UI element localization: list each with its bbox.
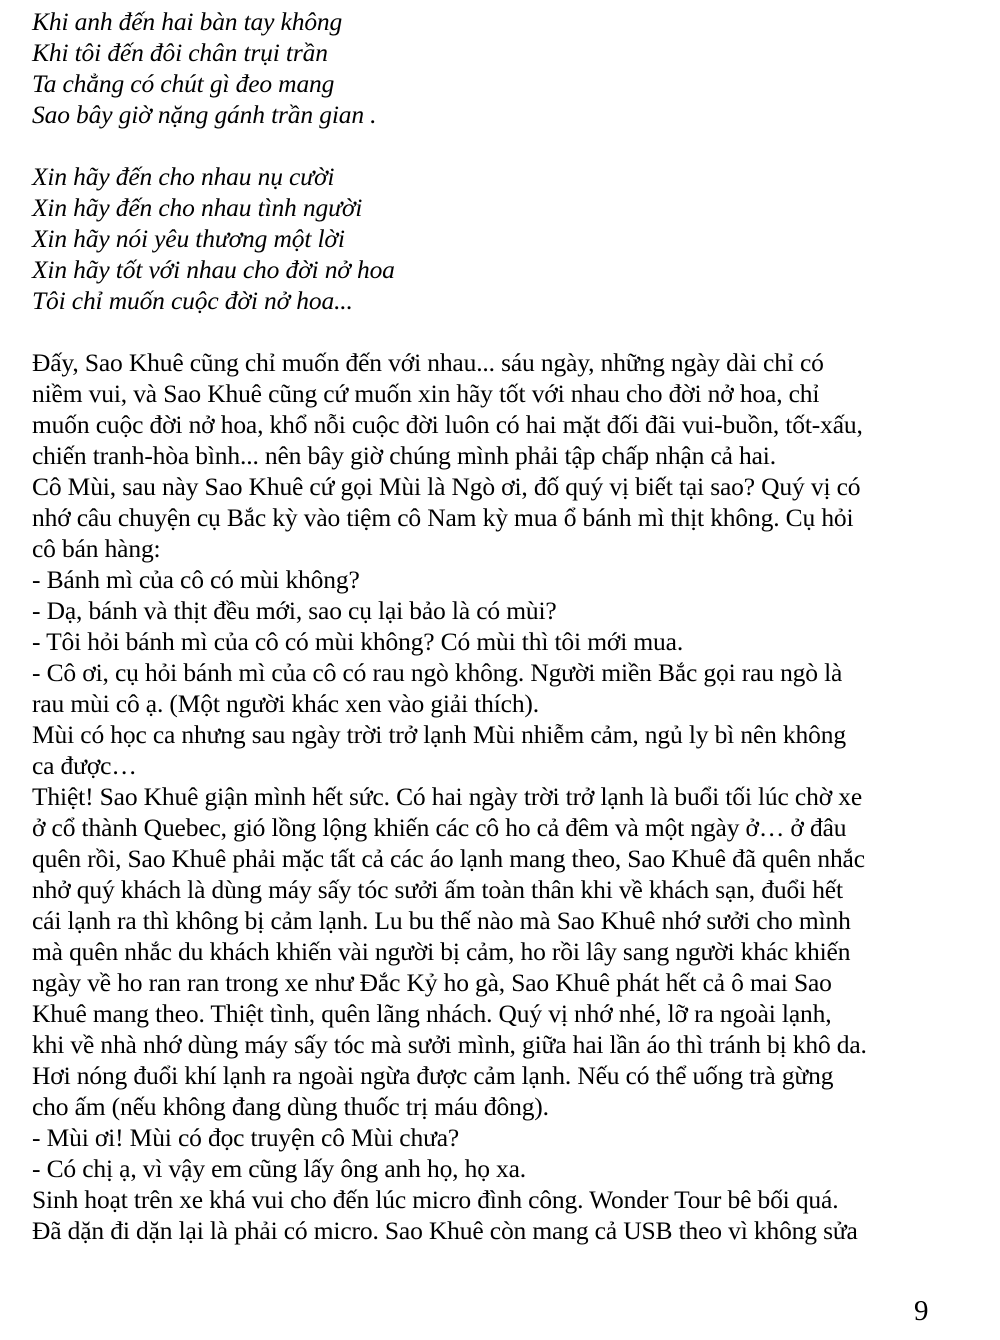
page-content [32,6,947,1246]
section-gap [32,316,947,347]
poem [32,6,947,316]
prose-line: Sinh hoạt trên xe khá vui cho đến lúc micro đình công. Wonder Tour bê bối quá. [32,1185,839,1214]
poem-line: Xin hãy đến cho nhau tình người [32,193,363,222]
prose-line: ca được… [32,751,137,780]
prose-line: Thiệt! Sao Khuê giận mình hết sức. Có hai ngày trời trở lạnh là buổi tối lúc chờ xe [32,782,863,811]
prose-line: Hơi nóng đuổi khí lạnh ra ngoài ngừa được cảm lạnh. Nếu có thể uống trà gừng [32,1061,834,1090]
prose-line: Cô Mùi, sau này Sao Khuê cứ gọi Mùi là Ngò ơi, đố quý vị biết tại sao? Quý vị có [32,472,861,501]
stanza-gap [32,130,947,161]
poem-line: Xin hãy đến cho nhau nụ cười [32,162,335,191]
poem-line: Xin hãy nói yêu thương một lời [32,224,345,253]
prose-line: cái lạnh ra thì không bị cảm lạnh. Lu bu thế nào mà Sao Khuê nhớ sưởi cho mình [32,906,851,935]
poem-stanza-2 [32,161,947,316]
dialogue-line: - Bánh mì của cô có mùi không? [32,565,360,594]
dialogue-line: - Dạ, bánh và thịt đều mới, sao cụ lại bảo là có mùi? [32,596,557,625]
prose-line: rau mùi cô ạ. (Một người khác xen vào giải thích). [32,689,539,718]
dialogue-line: - Cô ơi, cụ hỏi bánh mì của cô có rau ngò không. Người miền Bắc gọi rau ngò là [32,658,843,687]
prose-body [32,347,947,1246]
dialogue-line: - Mùi ơi! Mùi có đọc truyện cô Mùi chưa? [32,1123,460,1152]
prose-line: nhớ câu chuyện cụ Bắc kỳ vào tiệm cô Nam kỳ mua ổ bánh mì thịt không. Cụ hỏi [32,503,854,532]
prose-line: Đã dặn đi dặn lại là phải có micro. Sao Khuê còn mang cả USB theo vì không sửa [32,1216,858,1245]
prose-line: khi về nhà nhớ dùng máy sấy tóc mà sưởi mình, giữa hai lần áo thì tránh bị khô da. [32,1030,867,1059]
prose-line: nhở quý khách là dùng máy sấy tóc sưởi ấm toàn thân khi về khách sạn, đuổi hết [32,875,843,904]
prose-line: quên rồi, Sao Khuê phải mặc tất cả các áo lạnh mang theo, Sao Khuê đã quên nhắc [32,844,865,873]
page-number: 9 [914,1295,929,1327]
poem-stanza-1 [32,6,947,130]
poem-line: Sao bây giờ nặng gánh trần gian . [32,100,377,129]
prose-line: niềm vui, và Sao Khuê cũng cứ muốn xin hãy tốt với nhau cho đời nở hoa, chỉ [32,379,820,408]
prose-line: chiến tranh-hòa bình... nên bây giờ chúng mình phải tập chấp nhận cả hai. [32,441,776,470]
prose-line: Mùi có học ca nhưng sau ngày trời trở lạnh Mùi nhiễm cảm, ngủ ly bì nên không [32,720,846,749]
poem-line: Tôi chỉ muốn cuộc đời nở hoa... [32,286,353,315]
prose-line: cho ấm (nếu không đang dùng thuốc trị máu đông). [32,1092,549,1121]
dialogue-line: - Tôi hỏi bánh mì của cô có mùi không? Có mùi thì tôi mới mua. [32,627,684,656]
dialogue-line: - Có chị ạ, vì vậy em cũng lấy ông anh họ, họ xa. [32,1154,527,1183]
prose-line: mà quên nhắc du khách khiến vài người bị cảm, ho rồi lây sang người khác khiến [32,937,851,966]
prose-line: ngày về ho ran ran trong xe như Đắc Kỷ ho gà, Sao Khuê phát hết cả ô mai Sao [32,968,832,997]
prose-line: cô bán hàng: [32,534,161,563]
prose-line: Đấy, Sao Khuê cũng chỉ muốn đến với nhau... sáu ngày, những ngày dài chỉ có [32,348,824,377]
poem-line: Khi tôi đến đôi chân trụi trần [32,38,328,67]
poem-line: Ta chẳng có chút gì đeo mang [32,69,335,98]
prose-line: Khuê mang theo. Thiệt tình, quên lãng nhách. Quý vị nhớ nhé, lỡ ra ngoài lạnh, [32,999,832,1028]
prose-line: ở cổ thành Quebec, gió lồng lộng khiến các cô ho cả đêm và một ngày ở… ở đâu [32,813,847,842]
poem-line: Xin hãy tốt với nhau cho đời nở hoa [32,255,395,284]
prose-line: muốn cuộc đời nở hoa, khổ nỗi cuộc đời luôn có hai mặt đối đãi vui-buồn, tốt-xấu, [32,410,863,439]
poem-line: Khi anh đến hai bàn tay không [32,7,343,36]
